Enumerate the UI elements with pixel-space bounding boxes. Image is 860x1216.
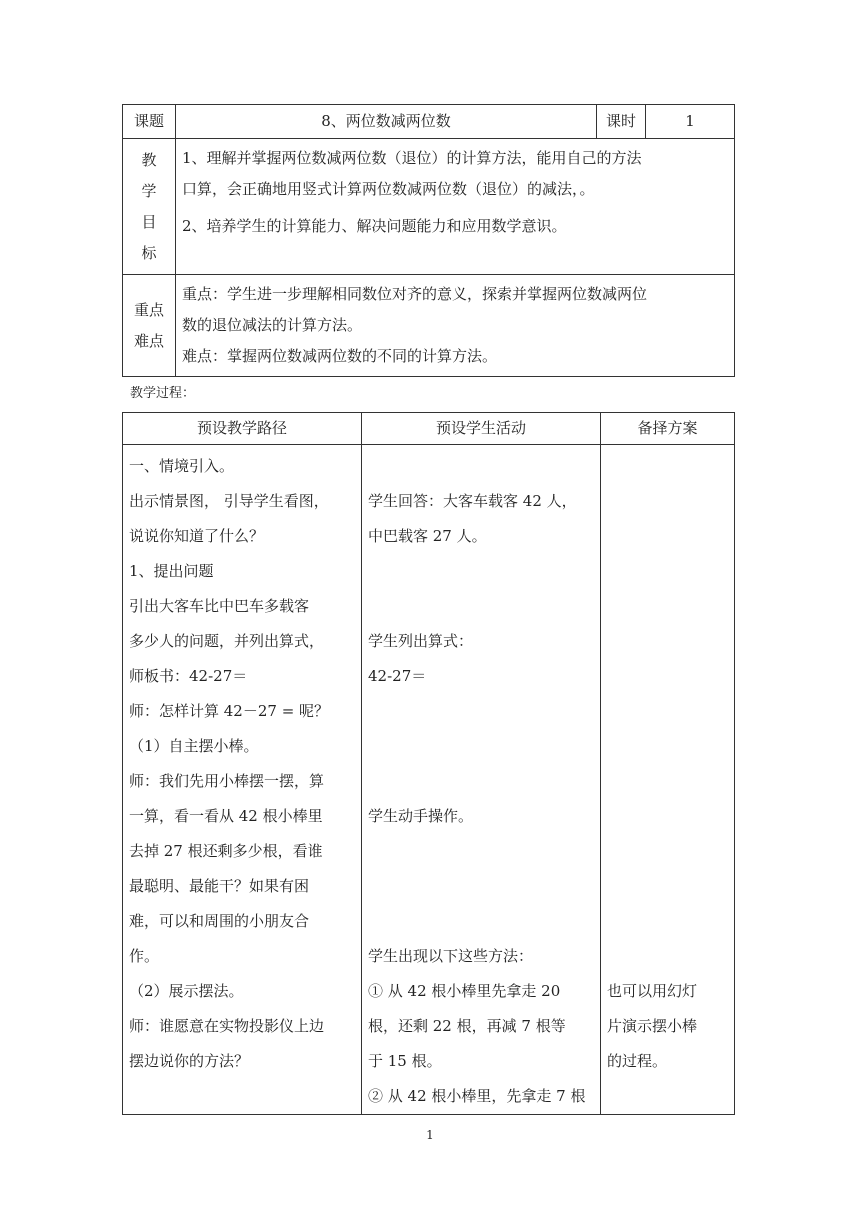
objectives-label-cell xyxy=(123,139,176,275)
student-line xyxy=(368,834,594,869)
teacher-line: 说说你知道了什么？ xyxy=(129,527,265,545)
header-alternative xyxy=(601,413,735,445)
student-line: 42-27＝ xyxy=(368,667,427,685)
alternative-line: 也可以用幻灯 xyxy=(607,982,698,1000)
student-line: ① 从 42 根小棒里先拿走 20 xyxy=(368,982,561,1000)
header-student-activity xyxy=(362,413,601,445)
student-line xyxy=(368,589,594,624)
objectives-label-char: 学 xyxy=(141,181,157,200)
objectives-label-char: 目 xyxy=(141,212,157,231)
teacher-line: 一、情境引入。 xyxy=(129,457,235,475)
header-label: 预设学生活动 xyxy=(435,419,526,437)
teacher-line: 师：怎样计算 42－27 = 呢？ xyxy=(129,702,330,720)
student-line: 于 15 根。 xyxy=(368,1052,442,1070)
teacher-line: （1）自主摆小棒。 xyxy=(129,737,259,755)
student-activity-column xyxy=(362,445,601,1115)
key-label-cell xyxy=(123,275,176,377)
page-number: 1 xyxy=(426,1128,434,1142)
teacher-line: 去掉 27 根还剩多少根，看谁 xyxy=(129,842,323,860)
student-line xyxy=(368,729,594,764)
header-label: 预设教学路径 xyxy=(196,419,287,437)
hours-value-cell xyxy=(646,105,735,139)
subject-value: 8、两位数减两位数 xyxy=(321,112,451,130)
objective-line: 1、理解并掌握两位数减两位数（退位）的计算方法，能用自己的方法 xyxy=(182,149,642,167)
student-line xyxy=(368,694,594,729)
student-line: 学生列出算式： xyxy=(368,632,474,650)
hours-value: 1 xyxy=(685,112,695,130)
teacher-line: 出示情景图， 引导学生看图， xyxy=(129,492,329,510)
teacher-line: 师板书：42-27＝ xyxy=(129,667,248,685)
alternative-column xyxy=(601,445,735,1115)
teacher-line: 师：我们先用小棒摆一摆，算 xyxy=(129,772,325,790)
teacher-path-column xyxy=(123,445,362,1115)
student-line xyxy=(368,904,594,939)
student-line xyxy=(368,449,594,484)
student-line xyxy=(368,764,594,799)
student-line: ② 从 42 根小棒里，先拿走 7 根 xyxy=(368,1087,586,1105)
objectives-label-char: 教 xyxy=(141,150,157,169)
key-label-line: 重点 xyxy=(133,300,164,319)
header-label: 备择方案 xyxy=(637,419,698,437)
teacher-line: （2）展示摆法。 xyxy=(129,982,244,1000)
subject-value-cell xyxy=(176,105,597,139)
key-label-line: 难点 xyxy=(133,331,164,350)
student-line xyxy=(368,869,594,904)
subject-label: 课题 xyxy=(133,112,164,130)
key-line: 数的退位减法的计算方法。 xyxy=(182,316,363,334)
hours-label-cell xyxy=(597,105,646,139)
objectives-content xyxy=(176,139,735,275)
teacher-line: 1、提出问题 xyxy=(129,562,214,580)
subject-label-cell xyxy=(123,105,176,139)
student-line: 中巴载客 27 人。 xyxy=(368,527,487,545)
process-table xyxy=(122,412,735,1115)
student-line: 学生回答：大客车载客 42 人， xyxy=(368,492,577,510)
student-line: 根，还剩 22 根，再减 7 根等 xyxy=(368,1017,566,1035)
teacher-line: 最聪明、最能干？如果有困 xyxy=(129,877,310,895)
process-label: 教学过程： xyxy=(130,386,196,401)
teacher-line: 师：谁愿意在实物投影仪上边 xyxy=(129,1017,325,1035)
teacher-line: 一算，看一看从 42 根小棒里 xyxy=(129,807,323,825)
teacher-line: 引出大客车比中巴车多载客 xyxy=(129,597,310,615)
teacher-line: 摆边说你的方法？ xyxy=(129,1052,250,1070)
key-line: 重点：学生进一步理解相同数位对齐的意义，探索并掌握两位数减两位 xyxy=(182,285,648,303)
lesson-info-table xyxy=(122,104,735,377)
key-line: 难点：掌握两位数减两位数的不同的计算方法。 xyxy=(182,347,498,365)
objective-line: 口算，会正确地用竖式计算两位数减两位数（退位）的减法，。 xyxy=(182,180,595,198)
student-line xyxy=(368,554,594,589)
alternative-line: 的过程。 xyxy=(607,1052,668,1070)
header-teacher-path xyxy=(123,413,362,445)
key-content xyxy=(176,275,735,377)
hours-label: 课时 xyxy=(605,112,636,130)
alternative-spacer xyxy=(607,449,728,974)
student-line: 学生动手操作。 xyxy=(368,807,474,825)
alternative-line: 片演示摆小棒 xyxy=(607,1017,698,1035)
student-line: 学生出现以下这些方法： xyxy=(368,947,534,965)
objective-line: 2、培养学生的计算能力、解决问题能力和应用数学意识。 xyxy=(182,217,567,235)
objectives-label-char: 标 xyxy=(141,243,157,262)
teacher-line: 作。 xyxy=(129,947,160,965)
teacher-line: 多少人的问题，并列出算式， xyxy=(129,632,325,650)
teacher-line: 难，可以和周围的小朋友合 xyxy=(129,912,310,930)
